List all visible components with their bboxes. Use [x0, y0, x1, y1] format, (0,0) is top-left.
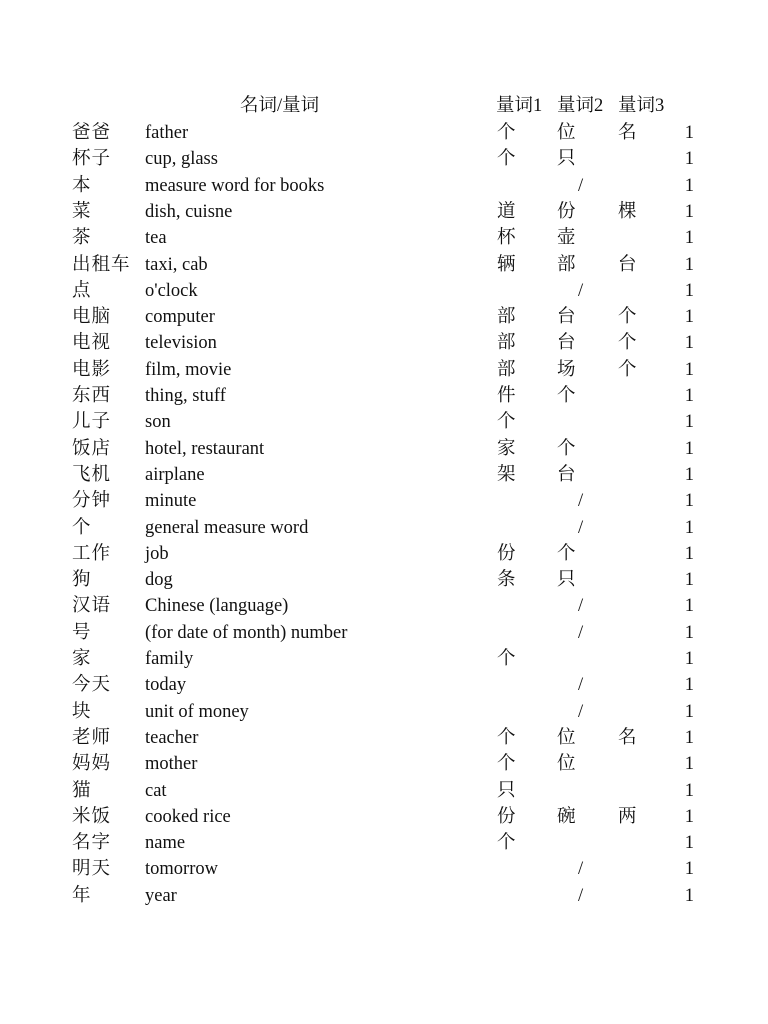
- measure-word-2-cell: 位: [557, 123, 577, 143]
- hanzi-cell: 儿子: [72, 412, 112, 432]
- count-cell: 1: [684, 728, 694, 748]
- measure-word-2-cell: 个: [557, 439, 577, 459]
- measure-word-3-cell: 名: [618, 728, 638, 748]
- hanzi-cell: 分钟: [72, 491, 112, 511]
- measure-word-3-cell: 个: [618, 307, 638, 327]
- measure-word-1-cell: 份: [497, 544, 517, 564]
- count-cell: 1: [684, 281, 694, 301]
- no-measure-word-slash: /: [578, 596, 584, 616]
- no-measure-word-slash: /: [578, 886, 584, 906]
- english-cell: general measure word: [145, 518, 309, 538]
- measure-word-2-cell: 份: [557, 202, 577, 222]
- english-cell: (for date of month) number: [145, 623, 348, 643]
- hanzi-cell: 猫: [72, 781, 92, 801]
- hanzi-cell: 号: [72, 623, 92, 643]
- english-cell: tomorrow: [145, 859, 218, 879]
- measure-word-3-cell: 个: [618, 360, 638, 380]
- hanzi-cell: 点: [72, 281, 92, 301]
- measure-word-1-cell: 部: [497, 307, 517, 327]
- no-measure-word-slash: /: [578, 675, 584, 695]
- no-measure-word-slash: /: [578, 491, 584, 511]
- english-cell: dish, cuisne: [145, 202, 233, 222]
- measure-word-1-cell: 件: [497, 386, 517, 406]
- measure-word-1-cell: 架: [497, 465, 517, 485]
- measure-word-1-cell: 个: [497, 412, 517, 432]
- count-cell: 1: [684, 623, 694, 643]
- measure-word-1-cell: 杯: [497, 228, 517, 248]
- measure-word-3-cell: 名: [618, 123, 638, 143]
- hanzi-cell: 年: [72, 886, 92, 906]
- no-measure-word-slash: /: [578, 518, 584, 538]
- english-cell: thing, stuff: [145, 386, 226, 406]
- hanzi-cell: 工作: [72, 544, 112, 564]
- hanzi-cell: 本: [72, 176, 92, 196]
- measure-word-2-cell: 场: [557, 360, 577, 380]
- hanzi-cell: 电视: [72, 333, 112, 353]
- measure-word-1-cell: 个: [497, 649, 517, 669]
- count-cell: 1: [684, 149, 694, 169]
- count-cell: 1: [684, 202, 694, 222]
- measure-word-1-cell: 个: [497, 149, 517, 169]
- measure-word-1-cell: 个: [497, 833, 517, 853]
- english-cell: taxi, cab: [145, 255, 208, 275]
- english-cell: airplane: [145, 465, 205, 485]
- measure-word-2-cell: 位: [557, 754, 577, 774]
- english-cell: minute: [145, 491, 197, 511]
- count-cell: 1: [684, 255, 694, 275]
- measure-word-2-cell: 壶: [557, 228, 577, 248]
- header-measure-word-3: 量词3: [618, 96, 665, 116]
- english-cell: year: [145, 886, 177, 906]
- measure-word-1-cell: 辆: [497, 255, 517, 275]
- measure-word-2-cell: 只: [557, 149, 577, 169]
- english-cell: dog: [145, 570, 173, 590]
- english-cell: measure word for books: [145, 176, 325, 196]
- english-cell: o'clock: [145, 281, 198, 301]
- hanzi-cell: 茶: [72, 228, 92, 248]
- no-measure-word-slash: /: [578, 702, 584, 722]
- header-noun-measure: 名词/量词: [240, 96, 320, 116]
- count-cell: 1: [684, 465, 694, 485]
- count-cell: 1: [684, 360, 694, 380]
- count-cell: 1: [684, 675, 694, 695]
- count-cell: 1: [684, 123, 694, 143]
- hanzi-cell: 爸爸: [72, 123, 112, 143]
- english-cell: job: [145, 544, 169, 564]
- no-measure-word-slash: /: [578, 859, 584, 879]
- measure-word-3-cell: 两: [618, 807, 638, 827]
- hanzi-cell: 飞机: [72, 465, 112, 485]
- measure-word-2-cell: 部: [557, 255, 577, 275]
- count-cell: 1: [684, 333, 694, 353]
- hanzi-cell: 名字: [72, 833, 112, 853]
- count-cell: 1: [684, 544, 694, 564]
- hanzi-cell: 汉语: [72, 596, 112, 616]
- english-cell: cup, glass: [145, 149, 218, 169]
- hanzi-cell: 今天: [72, 675, 112, 695]
- count-cell: 1: [684, 702, 694, 722]
- no-measure-word-slash: /: [578, 176, 584, 196]
- count-cell: 1: [684, 886, 694, 906]
- measure-word-1-cell: 份: [497, 807, 517, 827]
- count-cell: 1: [684, 807, 694, 827]
- measure-word-1-cell: 个: [497, 123, 517, 143]
- hanzi-cell: 杯子: [72, 149, 112, 169]
- hanzi-cell: 妈妈: [72, 754, 112, 774]
- hanzi-cell: 块: [72, 702, 92, 722]
- measure-word-1-cell: 家: [497, 439, 517, 459]
- english-cell: cat: [145, 781, 167, 801]
- count-cell: 1: [684, 570, 694, 590]
- measure-word-1-cell: 道: [497, 202, 517, 222]
- count-cell: 1: [684, 833, 694, 853]
- count-cell: 1: [684, 859, 694, 879]
- measure-word-1-cell: 部: [497, 360, 517, 380]
- hanzi-cell: 饭店: [72, 439, 112, 459]
- header-measure-word-1: 量词1: [496, 96, 543, 116]
- count-cell: 1: [684, 439, 694, 459]
- english-cell: film, movie: [145, 360, 232, 380]
- count-cell: 1: [684, 649, 694, 669]
- english-cell: unit of money: [145, 702, 249, 722]
- count-cell: 1: [684, 754, 694, 774]
- measure-word-3-cell: 棵: [618, 202, 638, 222]
- hanzi-cell: 东西: [72, 386, 112, 406]
- measure-word-1-cell: 只: [497, 781, 517, 801]
- measure-word-2-cell: 个: [557, 544, 577, 564]
- count-cell: 1: [684, 781, 694, 801]
- english-cell: cooked rice: [145, 807, 231, 827]
- english-cell: son: [145, 412, 171, 432]
- measure-word-2-cell: 台: [557, 307, 577, 327]
- measure-word-3-cell: 个: [618, 333, 638, 353]
- measure-word-1-cell: 个: [497, 728, 517, 748]
- hanzi-cell: 家: [72, 649, 92, 669]
- hanzi-cell: 明天: [72, 859, 112, 879]
- count-cell: 1: [684, 386, 694, 406]
- english-cell: tea: [145, 228, 167, 248]
- measure-word-1-cell: 条: [497, 570, 517, 590]
- header-measure-word-2: 量词2: [557, 96, 604, 116]
- hanzi-cell: 出租车: [72, 255, 131, 275]
- count-cell: 1: [684, 176, 694, 196]
- no-measure-word-slash: /: [578, 281, 584, 301]
- hanzi-cell: 米饭: [72, 807, 112, 827]
- measure-word-3-cell: 台: [618, 255, 638, 275]
- measure-word-1-cell: 部: [497, 333, 517, 353]
- english-cell: name: [145, 833, 186, 853]
- english-cell: television: [145, 333, 217, 353]
- hanzi-cell: 狗: [72, 570, 92, 590]
- english-cell: today: [145, 675, 187, 695]
- english-cell: family: [145, 649, 194, 669]
- measure-word-2-cell: 个: [557, 386, 577, 406]
- measure-word-2-cell: 台: [557, 465, 577, 485]
- count-cell: 1: [684, 412, 694, 432]
- hanzi-cell: 个: [72, 518, 92, 538]
- count-cell: 1: [684, 491, 694, 511]
- hanzi-cell: 电影: [72, 360, 112, 380]
- english-cell: teacher: [145, 728, 199, 748]
- measure-word-2-cell: 只: [557, 570, 577, 590]
- count-cell: 1: [684, 596, 694, 616]
- measure-word-2-cell: 碗: [557, 807, 577, 827]
- english-cell: hotel, restaurant: [145, 439, 265, 459]
- measure-word-1-cell: 个: [497, 754, 517, 774]
- english-cell: Chinese (language): [145, 596, 289, 616]
- hanzi-cell: 电脑: [72, 307, 112, 327]
- english-cell: mother: [145, 754, 198, 774]
- english-cell: father: [145, 123, 189, 143]
- measure-word-2-cell: 位: [557, 728, 577, 748]
- count-cell: 1: [684, 307, 694, 327]
- no-measure-word-slash: /: [578, 623, 584, 643]
- english-cell: computer: [145, 307, 215, 327]
- measure-word-2-cell: 台: [557, 333, 577, 353]
- count-cell: 1: [684, 518, 694, 538]
- hanzi-cell: 老师: [72, 728, 112, 748]
- hanzi-cell: 菜: [72, 202, 92, 222]
- count-cell: 1: [684, 228, 694, 248]
